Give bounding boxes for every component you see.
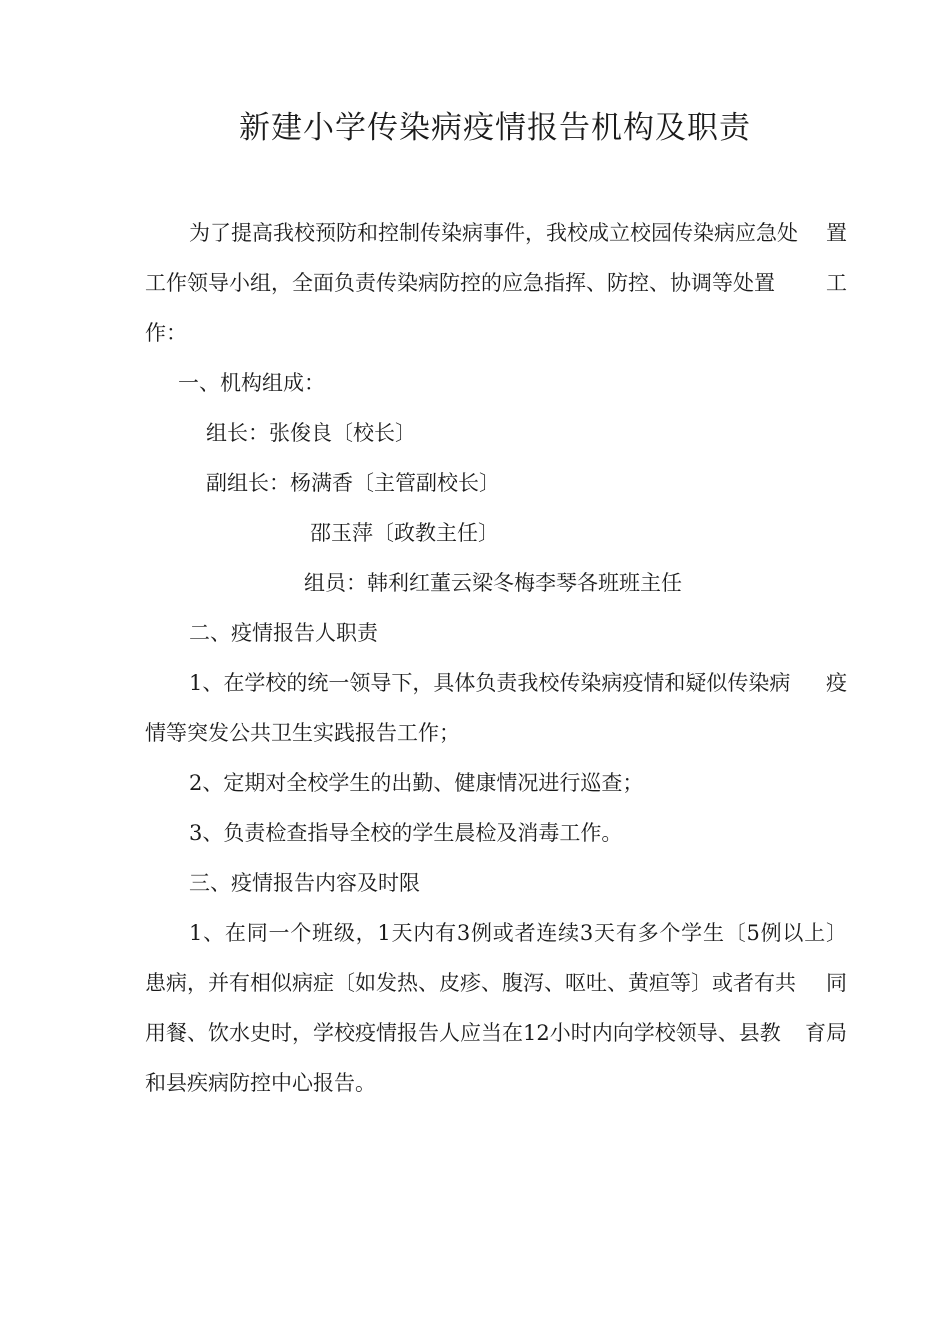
report-text: 同	[826, 971, 847, 995]
intro-text: 置	[826, 221, 847, 245]
intro-text: 为了提高我校预防和控制传染病事件，我校成立校园传染病应急处	[189, 221, 798, 245]
intro-line-2	[145, 268, 847, 298]
duty-text: 疫	[826, 671, 847, 695]
section-heading: 一、机构组成：	[178, 371, 325, 395]
section-heading: 二、疫情报告人职责	[189, 621, 378, 645]
report-text: 育局	[805, 1021, 847, 1045]
duty-item-2: 2、定期对全校学生的出勤、健康情况进行巡查；	[189, 771, 644, 795]
intro-line-1	[145, 218, 847, 248]
section-heading: 三、疫情报告内容及时限	[189, 871, 420, 895]
members-line: 组员：韩利红董云梁冬梅李琴各班班主任	[304, 571, 682, 595]
report-item-1-cont	[145, 968, 847, 998]
deputy-line: 邵玉萍〔政教主任〕	[310, 521, 499, 545]
report-item-1-end: 和县疾病防控中心报告。	[145, 1071, 376, 1095]
intro-text: 工作领导小组，全面负责传染病防控的应急指挥、防控、协调等处置	[145, 271, 775, 295]
duty-item-1-cont: 情等突发公共卫生实践报告工作；	[145, 721, 460, 745]
report-item-1-cont	[145, 1018, 847, 1048]
report-text: 用餐、饮水史时，学校疫情报告人应当在12小时内向学校领导、县教	[145, 1021, 781, 1045]
document-title: 新建小学传染病疫情报告机构及职责	[239, 110, 751, 146]
leader-line: 组长：张俊良〔校长〕	[206, 421, 416, 445]
duty-item-1	[145, 668, 847, 698]
report-text: 患病，并有相似病症〔如发热、皮疹、腹泻、呕吐、黄疸等〕或者有共	[145, 971, 796, 995]
report-item-1: 1、在同一个班级，1天内有3例或者连续3天有多个学生〔5例以上〕	[189, 921, 847, 945]
intro-text: 工	[826, 271, 847, 295]
deputy-line: 副组长：杨满香〔主管副校长〕	[206, 471, 500, 495]
duty-text: 1、在学校的统一领导下，具体负责我校传染病疫情和疑似传染病	[189, 671, 791, 695]
duty-item-3: 3、负责检查指导全校的学生晨检及消毒工作。	[189, 821, 623, 845]
intro-line-3: 作：	[145, 321, 187, 345]
